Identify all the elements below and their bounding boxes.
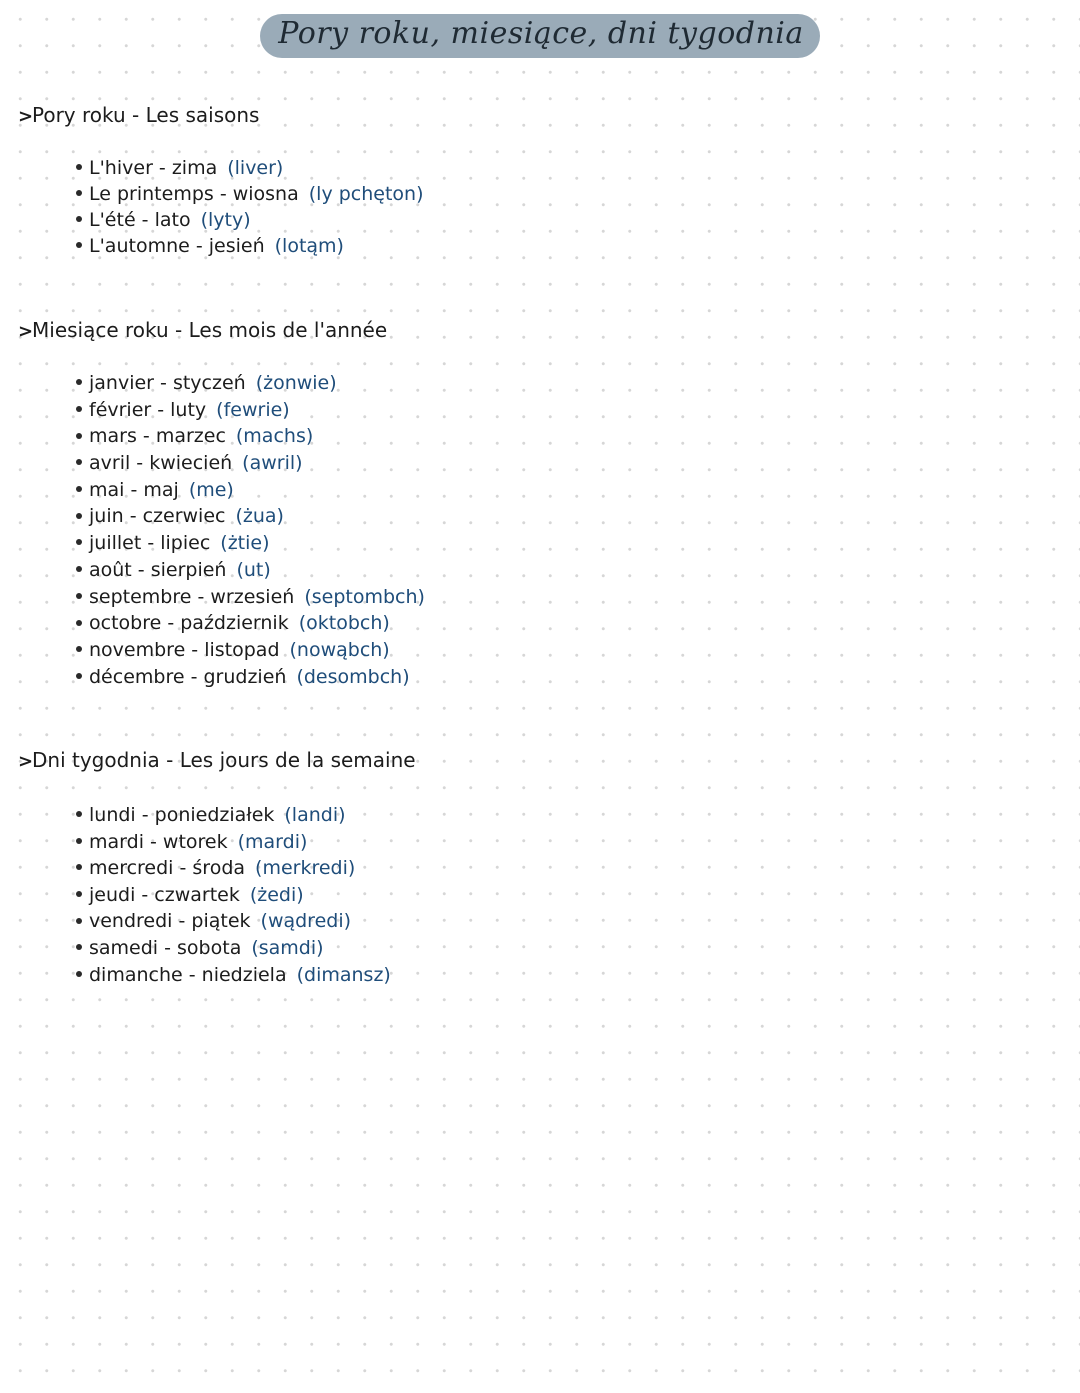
- french-word: octobre: [89, 612, 162, 635]
- polish-word: listopad: [204, 638, 280, 661]
- polish-word: piątek: [191, 910, 251, 933]
- list-item: juin - czerwiec (żua): [76, 503, 425, 530]
- section-heading-text: Miesiące roku - Les mois de l'année: [32, 318, 388, 342]
- french-word: février: [89, 398, 152, 421]
- arrow-icon: >: [18, 321, 34, 342]
- pronunciation: (me): [188, 478, 234, 501]
- pronunciation: (żonwie): [255, 372, 337, 394]
- polish-word: poniedziałek: [154, 804, 275, 826]
- list-item: samedi - sobota (samdi): [76, 935, 391, 962]
- pronunciation: (landi): [284, 804, 346, 826]
- pronunciation: (żua): [235, 505, 284, 528]
- list-item: mars - marzec (machs): [76, 423, 425, 450]
- list-item: Le printemps - wiosna (ly pchęton): [76, 181, 424, 207]
- french-word: mai: [89, 478, 125, 501]
- list-item: août - sierpień (ut): [76, 557, 425, 584]
- polish-word: zima: [171, 157, 218, 179]
- list-item: janvier - styczeń (żonwie): [76, 370, 425, 397]
- list-item: octobre - październik (oktobch): [76, 610, 425, 637]
- pronunciation: (żedi): [249, 883, 304, 906]
- french-word: lundi: [89, 804, 136, 826]
- french-word: janvier: [89, 372, 154, 394]
- page-title: Pory roku, miesiące, dni tygodnia: [260, 14, 820, 58]
- section-heading: [18, 103, 259, 129]
- list-item: jeudi - czwartek (żedi): [76, 882, 391, 909]
- pronunciation: (lyty): [200, 209, 251, 231]
- list-item: L'été - lato (lyty): [76, 207, 424, 233]
- polish-word: jesień: [208, 235, 265, 257]
- arrow-icon: >: [18, 751, 34, 772]
- list-item: septembre - wrzesień (septombch): [76, 584, 425, 611]
- list-item: février - luty (fewrie): [76, 397, 425, 424]
- french-word: septembre: [89, 585, 192, 608]
- french-word: L'hiver: [89, 157, 153, 179]
- pronunciation: (fewrie): [216, 398, 290, 421]
- french-word: dimanche: [89, 963, 183, 986]
- french-word: mardi: [89, 830, 144, 853]
- french-word: jeudi: [89, 883, 136, 906]
- pronunciation: (lotąm): [274, 235, 344, 257]
- list-item: L'automne - jesień (lotąm): [76, 233, 424, 259]
- list-item: mercredi - środa (merkredi): [76, 855, 391, 882]
- polish-word: maj: [143, 478, 179, 501]
- french-word: décembre: [89, 665, 185, 688]
- french-word: Le printemps: [89, 183, 214, 205]
- section-days: [18, 748, 416, 986]
- pronunciation: (ly pchęton): [308, 183, 424, 205]
- pronunciation: (wądredi): [260, 910, 352, 933]
- french-word: novembre: [89, 638, 186, 661]
- polish-word: niedziela: [201, 963, 287, 986]
- list-item: dimanche - niedziela (dimansz): [76, 962, 391, 989]
- polish-word: sierpień: [150, 558, 227, 581]
- french-word: mercredi: [89, 857, 174, 880]
- pronunciation: (nowąbch): [289, 638, 390, 661]
- list-item: décembre - grudzień (desombch): [76, 664, 425, 691]
- list-item: mardi - wtorek (mardi): [76, 829, 391, 856]
- french-word: samedi: [89, 936, 159, 959]
- polish-word: styczeń: [172, 372, 246, 394]
- polish-word: czerwiec: [142, 505, 226, 528]
- french-word: juillet: [89, 532, 142, 555]
- list-item: L'hiver - zima (liver): [76, 155, 424, 181]
- list-item: juillet - lipiec (żtie): [76, 530, 425, 557]
- list-item: mai - maj (me): [76, 477, 425, 504]
- polish-word: sobota: [177, 936, 242, 959]
- french-word: avril: [89, 452, 131, 475]
- section-heading: [18, 748, 416, 774]
- section-heading-text: Pory roku - Les saisons: [32, 103, 260, 127]
- list-item: lundi - poniedziałek (landi): [76, 802, 391, 829]
- arrow-icon: >: [18, 106, 34, 127]
- french-word: vendredi: [89, 910, 173, 933]
- pronunciation: (desombch): [296, 665, 410, 688]
- polish-word: lipiec: [160, 532, 211, 555]
- pronunciation: (septombch): [304, 585, 425, 608]
- polish-word: marzec: [155, 425, 226, 448]
- polish-word: wrzesień: [210, 585, 295, 608]
- list-item: novembre - listopad (nowąbch): [76, 637, 425, 664]
- polish-word: środa: [192, 857, 246, 880]
- pronunciation: (liver): [227, 157, 284, 179]
- vocab-list: [76, 370, 425, 690]
- french-word: juin: [89, 505, 124, 528]
- polish-word: lato: [154, 209, 191, 231]
- french-word: mars: [89, 425, 137, 448]
- polish-word: czwartek: [154, 883, 240, 906]
- section-heading: [18, 318, 387, 344]
- list-item: avril - kwiecień (awril): [76, 450, 425, 477]
- polish-word: wtorek: [162, 830, 228, 853]
- pronunciation: (dimansz): [296, 963, 391, 986]
- french-word: L'automne: [89, 235, 190, 257]
- list-item: vendredi - piątek (wądredi): [76, 908, 391, 935]
- polish-word: kwiecień: [149, 452, 233, 475]
- pronunciation: (mardi): [237, 830, 308, 853]
- french-word: L'été: [89, 209, 136, 231]
- section-heading-text: Dni tygodnia - Les jours de la semaine: [32, 748, 416, 772]
- section-seasons: [18, 103, 424, 257]
- pronunciation: (żtie): [220, 532, 270, 555]
- section-months: [18, 318, 425, 688]
- pronunciation: (oktobch): [298, 612, 390, 635]
- page-title-wrapper: [0, 14, 1080, 58]
- french-word: août: [89, 558, 132, 581]
- polish-word: luty: [170, 398, 207, 421]
- pronunciation: (merkredi): [255, 857, 356, 880]
- vocab-list: [76, 155, 424, 259]
- polish-word: październik: [180, 612, 289, 635]
- polish-word: grudzień: [203, 665, 287, 688]
- pronunciation: (ut): [236, 558, 271, 581]
- pronunciation: (awril): [242, 452, 303, 475]
- vocab-list: [76, 802, 391, 988]
- polish-word: wiosna: [232, 183, 299, 205]
- pronunciation: (samdi): [251, 936, 324, 959]
- pronunciation: (machs): [235, 425, 314, 448]
